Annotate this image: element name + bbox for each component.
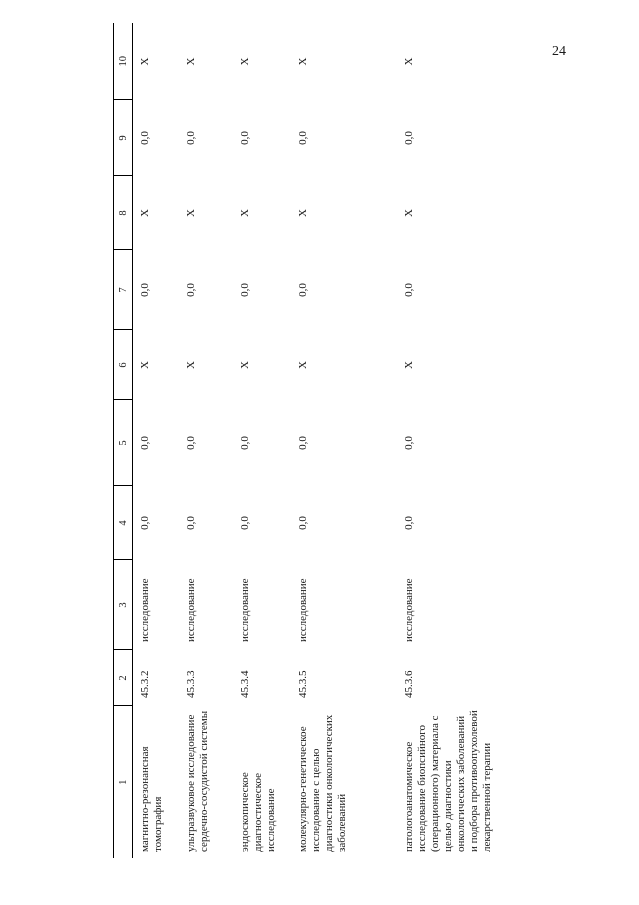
cell-value: 0,0 bbox=[139, 283, 151, 297]
cell-value: 0,0 bbox=[239, 516, 251, 530]
cell-value: X bbox=[185, 361, 197, 369]
cell-value: 0,0 bbox=[185, 516, 197, 530]
column-header: 10 bbox=[114, 23, 133, 100]
column-header: 3 bbox=[114, 560, 133, 650]
column-header: 4 bbox=[114, 486, 133, 560]
table-row bbox=[397, 23, 535, 858]
column-header: 7 bbox=[114, 250, 133, 330]
cell-value: X bbox=[297, 361, 309, 369]
cell-value: 0,0 bbox=[239, 436, 251, 450]
cell-value: 0,0 bbox=[403, 131, 415, 145]
cell-value: 0,0 bbox=[297, 131, 309, 145]
column-header: 1 bbox=[114, 706, 133, 858]
service-name: молекулярно-генетическое исследование с целью диагностики онкологических заболеваний bbox=[297, 714, 348, 852]
table-header-row bbox=[114, 23, 133, 858]
cell-value: 0,0 bbox=[239, 131, 251, 145]
cell-value: X bbox=[239, 57, 251, 66]
cell-value: 0,0 bbox=[185, 283, 197, 297]
cell-value: 0,0 bbox=[139, 131, 151, 145]
column-header: 6 bbox=[114, 330, 133, 400]
cell-value: 0,0 bbox=[185, 131, 197, 145]
cell-value: 0,0 bbox=[139, 516, 151, 530]
cell-value: X bbox=[239, 209, 251, 217]
cell-value: X bbox=[403, 57, 415, 66]
cell-value: X bbox=[139, 361, 151, 369]
cell-value: X bbox=[185, 57, 197, 66]
cell-value: X bbox=[403, 209, 415, 217]
cell-value: 0,0 bbox=[185, 436, 197, 450]
service-unit: исследование bbox=[403, 578, 415, 642]
cell-value: 0,0 bbox=[297, 516, 309, 530]
cell-value: 0,0 bbox=[403, 516, 415, 530]
table-row bbox=[233, 23, 291, 858]
column-header: 8 bbox=[114, 176, 133, 250]
service-name: патологоанатомическое исследование биопсийного (операционного) материала с целью диагностики онкологических заболеваний и подбора противоопухолевой лекарственной терапии bbox=[403, 710, 493, 852]
column-header: 9 bbox=[114, 100, 133, 176]
cell-value: 0,0 bbox=[139, 436, 151, 450]
cell-value: X bbox=[403, 361, 415, 369]
service-code: 45.3.2 bbox=[139, 670, 151, 698]
service-code: 45.3.6 bbox=[403, 670, 415, 698]
service-code: 45.3.4 bbox=[239, 670, 251, 698]
cell-value: X bbox=[297, 209, 309, 217]
table-row bbox=[133, 23, 180, 858]
service-name: эндоскопическое диагностическое исследование bbox=[239, 772, 277, 852]
services-table bbox=[113, 23, 535, 858]
cell-value: X bbox=[185, 209, 197, 217]
cell-value: 0,0 bbox=[403, 436, 415, 450]
cell-value: 0,0 bbox=[403, 283, 415, 297]
cell-value: X bbox=[239, 361, 251, 369]
table-row bbox=[291, 23, 397, 858]
service-name: магнитно-резонансная томография bbox=[139, 746, 164, 852]
table-row bbox=[179, 23, 233, 858]
service-unit: исследование bbox=[139, 578, 151, 642]
cell-value: X bbox=[139, 209, 151, 217]
cell-value: X bbox=[297, 57, 309, 66]
cell-value: 0,0 bbox=[297, 436, 309, 450]
service-code: 45.3.3 bbox=[185, 670, 197, 698]
column-header: 2 bbox=[114, 650, 133, 706]
service-unit: исследование bbox=[185, 578, 197, 642]
page-number: 24 bbox=[552, 44, 566, 59]
service-unit: исследование bbox=[297, 578, 309, 642]
service-code: 45.3.5 bbox=[297, 670, 309, 698]
column-header: 5 bbox=[114, 400, 133, 486]
rotated-table-container bbox=[113, 23, 536, 858]
cell-value: 0,0 bbox=[239, 283, 251, 297]
service-unit: исследование bbox=[239, 578, 251, 642]
cell-value: X bbox=[139, 57, 151, 66]
cell-value: 0,0 bbox=[297, 283, 309, 297]
service-name: ультразвуковое исследование сердечно-сосудистой системы bbox=[185, 710, 210, 852]
